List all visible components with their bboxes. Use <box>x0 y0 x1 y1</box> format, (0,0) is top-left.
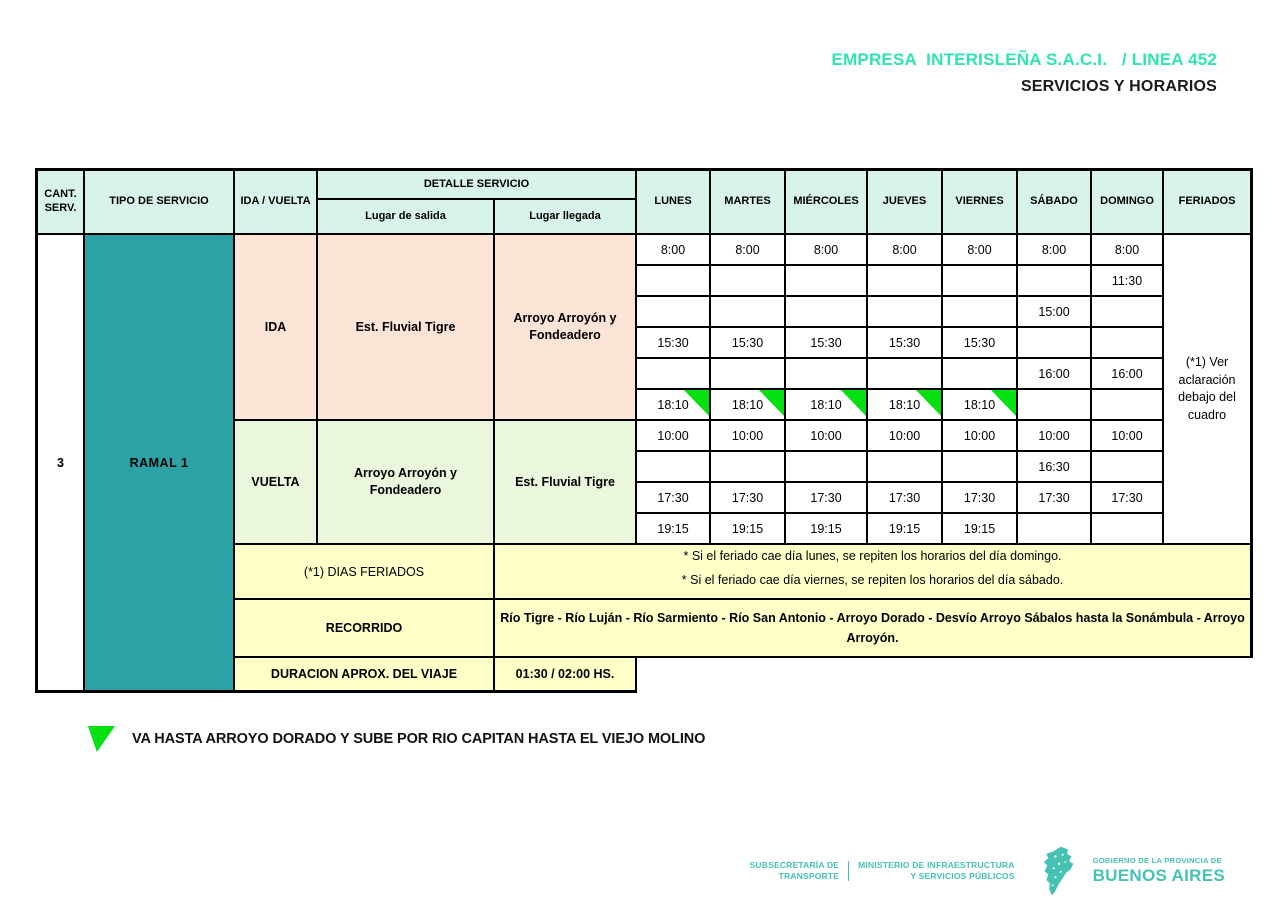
time-cell: 17:30 <box>868 483 943 514</box>
time-cell <box>868 359 943 390</box>
table-row <box>35 235 1253 266</box>
legend-text: VA HASTA ARROYO DORADO Y SUBE POR RIO CAPITAN HASTA EL VIEJO MOLINO <box>132 731 706 747</box>
green-triangle-icon <box>991 390 1016 416</box>
time-cell: 8:00 <box>868 235 943 266</box>
time-cell: 10:00 <box>943 421 1018 452</box>
ramal-cell: RAMAL 1 <box>85 235 235 693</box>
time-cell: 8:00 <box>943 235 1018 266</box>
time-cell: 18:10 <box>711 390 786 421</box>
time-cell: 17:30 <box>711 483 786 514</box>
col-header-detalle-servicio: DETALLE SERVICIO <box>318 168 637 200</box>
time-cell: 16:30 <box>1018 452 1092 483</box>
footer-ministerio <box>858 860 1014 883</box>
time-cell <box>637 297 711 328</box>
col-header-tipo-servicio: TIPO DE SERVICIO <box>85 168 235 235</box>
col-header-viernes: VIERNES <box>943 168 1018 235</box>
time-cell: 15:30 <box>943 328 1018 359</box>
time-cell <box>637 359 711 390</box>
time-cell <box>1092 514 1164 545</box>
time-cell <box>711 452 786 483</box>
time-cell <box>1092 452 1164 483</box>
time-cell: 8:00 <box>637 235 711 266</box>
time-cell: 8:00 <box>711 235 786 266</box>
col-header-ida-vuelta: IDA / VUELTA <box>235 168 318 235</box>
time-cell: 15:30 <box>637 328 711 359</box>
time-cell: 19:15 <box>711 514 786 545</box>
ida-label: IDA <box>235 235 318 421</box>
time-cell: 18:10 <box>868 390 943 421</box>
vuelta-label: VUELTA <box>235 421 318 545</box>
time-cell: 19:15 <box>637 514 711 545</box>
time-cell <box>1018 390 1092 421</box>
feriados-note-cell: (*1) Ver aclaración debajo del cuadro <box>1164 235 1253 545</box>
table-header-row <box>35 168 1253 200</box>
green-triangle-icon <box>759 390 784 416</box>
time-cell <box>637 452 711 483</box>
time-cell: 11:30 <box>1092 266 1164 297</box>
time-cell <box>1092 328 1164 359</box>
time-cell <box>1018 266 1092 297</box>
time-cell <box>943 359 1018 390</box>
col-header-sabado: SÁBADO <box>1018 168 1092 235</box>
recorrido-label: RECORRIDO <box>235 600 495 658</box>
page-subtitle: SERVICIOS Y HORARIOS <box>1020 78 1217 95</box>
time-cell: 18:10 <box>943 390 1018 421</box>
footer-subsecretaria-line1: SUBSECRETARÍA DE <box>749 859 840 870</box>
time-cell: 19:15 <box>786 514 868 545</box>
time-cell: 17:30 <box>943 483 1018 514</box>
feriados-rule: * Si el feriado cae día lunes, se repiten los horarios del día domingo. <box>683 548 1062 563</box>
time-cell: 10:00 <box>868 421 943 452</box>
time-cell: 17:30 <box>637 483 711 514</box>
time-cell: 10:00 <box>1092 421 1164 452</box>
green-triangle-icon <box>916 390 941 416</box>
time-cell <box>943 266 1018 297</box>
vuelta-lugar-llegada: Est. Fluvial Tigre <box>495 421 637 545</box>
time-cell <box>637 266 711 297</box>
time-cell <box>868 452 943 483</box>
time-cell <box>943 297 1018 328</box>
footer-subsecretaria <box>750 860 840 883</box>
time-cell: 10:00 <box>637 421 711 452</box>
time-cell <box>786 266 868 297</box>
footer-gobierno <box>1093 856 1225 886</box>
col-header-feriados: FERIADOS <box>1164 168 1253 235</box>
col-header-miercoles: MIÉRCOLES <box>786 168 868 235</box>
company-title: EMPRESA INTERISLEÑA S.A.C.I. / LINEA 452 <box>831 50 1217 69</box>
time-cell: 10:00 <box>711 421 786 452</box>
col-header-domingo: DOMINGO <box>1092 168 1164 235</box>
time-cell <box>786 452 868 483</box>
recorrido-content: Río Tigre - Río Luján - Río Sarmiento - Río San Antonio - Arroyo Dorado - Desvío Arroyo Sábalos hasta la Sonámbula - Arroyo Arroyón. <box>495 600 1253 658</box>
feriados-rule: * Si el feriado cae día viernes, se repiten los horarios del día sábado. <box>681 572 1064 587</box>
duracion-label: DURACION APROX. DEL VIAJE <box>235 658 495 693</box>
time-cell: 17:30 <box>1092 483 1164 514</box>
time-cell: 17:30 <box>1018 483 1092 514</box>
time-cell <box>868 266 943 297</box>
empty-area <box>637 658 1253 693</box>
time-cell <box>786 359 868 390</box>
buenos-aires-province-logo <box>1041 845 1077 897</box>
col-header-cant-serv: CANT. SERV. <box>35 168 85 235</box>
time-cell: 8:00 <box>1018 235 1092 266</box>
cant-serv-value: 3 <box>35 235 85 693</box>
dias-feriados-content <box>495 545 1253 600</box>
duracion-value: 01:30 / 02:00 HS. <box>495 658 637 693</box>
footer-gobierno-line2: BUENOS AIRES <box>1092 866 1225 885</box>
time-cell: 8:00 <box>786 235 868 266</box>
time-cell: 17:30 <box>786 483 868 514</box>
time-cell <box>1092 297 1164 328</box>
time-cell: 8:00 <box>1092 235 1164 266</box>
time-cell: 16:00 <box>1092 359 1164 390</box>
time-cell: 16:00 <box>1018 359 1092 390</box>
ida-lugar-salida: Est. Fluvial Tigre <box>318 235 495 421</box>
time-cell <box>943 452 1018 483</box>
footer-ministerio-line2: Y SERVICIOS PÚBLICOS <box>910 871 1015 881</box>
time-cell: 10:00 <box>786 421 868 452</box>
col-header-lugar-llegada: Lugar llegada <box>495 200 637 235</box>
time-cell: 19:15 <box>943 514 1018 545</box>
page-header <box>832 50 1218 96</box>
col-header-lunes: LUNES <box>637 168 711 235</box>
footer-ministerio-line1: MINISTERIO DE INFRAESTRUCTURA <box>858 859 1015 870</box>
time-cell: 15:00 <box>1018 297 1092 328</box>
time-cell: 18:10 <box>637 390 711 421</box>
time-cell <box>786 297 868 328</box>
time-cell <box>1018 328 1092 359</box>
footer <box>750 845 1225 897</box>
time-cell: 15:30 <box>786 328 868 359</box>
time-cell: 18:10 <box>786 390 868 421</box>
dias-feriados-label: (*1) DIAS FERIADOS <box>235 545 495 600</box>
footer-divider <box>848 861 849 881</box>
vuelta-lugar-salida: Arroyo Arroyón y Fondeadero <box>318 421 495 545</box>
green-triangle-icon <box>841 390 866 416</box>
col-header-martes: MARTES <box>711 168 786 235</box>
time-cell <box>711 359 786 390</box>
footer-gobierno-line1: GOBIERNO DE LA PROVINCIA DE <box>1092 856 1222 865</box>
time-cell: 15:30 <box>868 328 943 359</box>
green-triangle-icon <box>88 726 115 752</box>
col-header-lugar-salida: Lugar de salida <box>318 200 495 235</box>
time-cell: 19:15 <box>868 514 943 545</box>
footer-subsecretaria-line2: TRANSPORTE <box>778 871 840 881</box>
time-cell <box>1018 514 1092 545</box>
time-cell <box>868 297 943 328</box>
time-cell: 10:00 <box>1018 421 1092 452</box>
schedule-table-wrap <box>35 168 1253 693</box>
time-cell: 15:30 <box>711 328 786 359</box>
time-cell <box>1092 390 1164 421</box>
legend <box>88 726 705 752</box>
col-header-jueves: JUEVES <box>868 168 943 235</box>
schedule-table <box>35 168 1253 693</box>
green-triangle-icon <box>684 390 709 416</box>
ida-lugar-llegada: Arroyo Arroyón y Fondeadero <box>495 235 637 421</box>
time-cell <box>711 297 786 328</box>
time-cell <box>711 266 786 297</box>
